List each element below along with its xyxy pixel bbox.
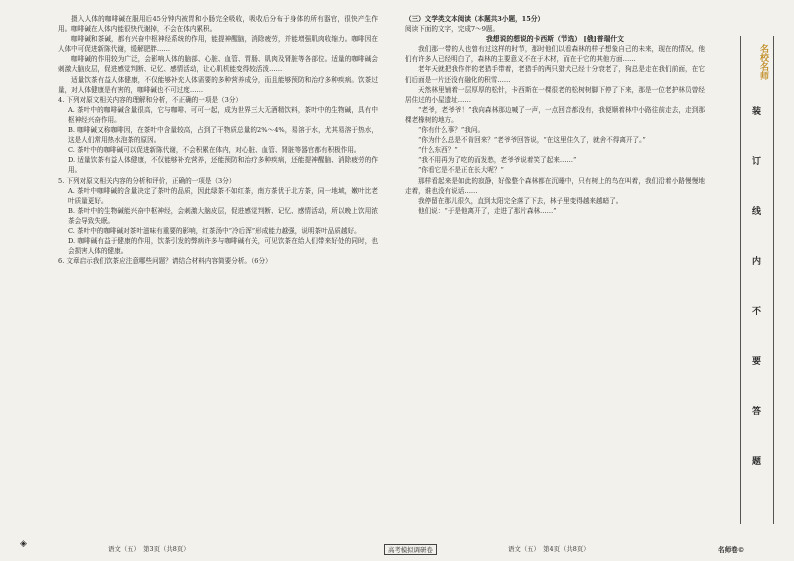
paragraph: 摄入人体的咖啡碱在服用后45分钟内被胃和小肠完全吸收，吸收后分布于身体的所有器官，很快产生作用。咖啡碱在人体内能很快代谢掉，不会在体内累积。 [58, 15, 378, 34]
diamond-icon: ◈ [20, 539, 27, 549]
binding-strip [740, 36, 774, 524]
paragraph: “你为什么总是不肯回来？”老爷爷回答说，“在这里住久了，就舍不得离开了。” [418, 136, 646, 145]
binding-mark: 要 [750, 356, 760, 365]
passage-title: 我想说的想说的卡西斯（节选） [俄]普瑞什文 [486, 35, 624, 44]
option: A. 茶叶中的咖啡碱含量很高，它与咖啡、可可一起，成为世界三大无酒精饮料，茶叶中的生物碱，具有中枢神经兴奋作用。 [68, 105, 378, 124]
paragraph: 他们说：“于是他离开了，走进了那片森林……” [418, 206, 557, 215]
binding-mark: 不 [750, 306, 760, 315]
paragraph: 适量饮茶有益人体健康，不仅能够补充人体需要的多种营养成分，而且能够预防和治疗多种疾病。饮茶过量，对人体健康是有害的，咖啡碱也不可过度…… [58, 75, 378, 94]
right-column [405, 14, 705, 216]
paragraph: 咖啡碱和茶碱，都有兴奋中枢神经系统的作用，能提神醒脑，消除疲劳，并能增强肌肉收缩力。咖啡因在人体中可促进新陈代谢，缓解肥胖…… [58, 35, 378, 54]
option: D. 咖啡碱有益于健康的作用，饮茶引发的弊病许多与咖啡碱有关，可见饮茶在给人们带来好处的同时，也会损害人体的健康。 [68, 237, 378, 256]
section-heading: （三）文学类文本阅读（本题共3小题，15分） [405, 15, 545, 23]
paragraph: 我们那一带的人也曾有过这样的时节，那时他们以看森林的样子想象自己的未来，现在的情况，他们有许多人已经明白了，森林的主要意义不在于木材，而在于它的其他方面…… [405, 45, 705, 64]
option: A. 茶叶中咖啡碱的含量决定了茶叶的品质，因此绿茶不如红茶，南方茶优于北方茶，同一地域，嫩叶比老叶质量更好。 [68, 186, 378, 205]
paragraph: 天然林里铺着一层厚厚的松针，卡西斯在一棵很老的松树树脚下停了下来，那是一位老护林员曾经居住过的小屋遗址…… [405, 85, 705, 104]
paragraph: 老年天就把我作伴的老猎手带着，老猎手的两只猎犬已经十分衰老了，狗总是走在我们前面，在它们后面是一片还没有融化的积雪…… [405, 65, 705, 84]
question-5: 5. 下列对原文相关内容的分析和评价，正确的一项是（3分） [58, 176, 236, 185]
option: C. 茶叶中的咖啡碱可以促进新陈代谢，不会积累在体内，对心脏、血管、肾脏等器官都有积极作用。 [68, 146, 361, 155]
left-column [58, 14, 378, 266]
option: B. 咖啡碱又称咖啡因，在茶叶中含量较高，占到了干物质总量的2%～4%，易溶于水，尤其易溶于热水，这是人们常用热水泡茶的原因。 [68, 126, 378, 145]
exam-badge: 高考模拟调研卷 [384, 544, 437, 555]
option: B. 茶叶中的生物碱能兴奋中枢神经，会刺激大脑皮层，促进感觉判断、记忆、感情活动，所以晚上饮用浓茶会导致失眠。 [68, 206, 378, 225]
paragraph: 咖啡碱的作用较为广泛，会影响人体的脑部、心脏、血管、胃肠、肌肉及肾脏等各部位。适量的咖啡碱会刺激大脑皮层，促进感觉判断、记忆、感情活动，让心肌机能变得较活泼…… [58, 55, 378, 74]
binding-mark: 装 [750, 106, 760, 115]
page-number-left: 语文（五） 第3页（共8页） [108, 545, 190, 553]
paragraph: “老爷，老爷爷！”我向森林那边喊了一声，一点回音都没有，我便顺着林中小路往前走去，走到那棵老橡树的地方。 [405, 105, 705, 124]
paragraph: “你看它是不是正在长大呢？” [418, 166, 504, 175]
paragraph: “我不用再为了吃的而发愁，老爷爷说着笑了起来……” [418, 156, 577, 165]
question-4: 4. 下列对原文相关内容的理解和分析，不正确的一项是（3分） [58, 95, 243, 104]
question-6: 6. 文章启示我们饮茶应注意哪些问题？请结合材料内容简要分析。（6分） [58, 257, 272, 266]
option: D. 适量饮茶有益人体健康，不仅能够补充营养，还能预防和治疗多种疾病，还能提神醒脑、消除疲劳的作用。 [68, 156, 378, 175]
option: C. 茶叶中的咖啡碱对茶叶滋味有重要的影响，红茶汤中“冷后浑”形成能力越强，说明茶叶品质越好。 [68, 226, 361, 235]
brand-label: 名师卷© [718, 546, 745, 554]
paragraph: “什么东西？” [418, 146, 458, 155]
binding-head: 名校名师 [758, 44, 768, 80]
binding-mark: 内 [750, 256, 760, 265]
binding-mark: 线 [750, 206, 760, 215]
page-number-right: 语文（五） 第4页（共8页） [508, 545, 590, 553]
binding-mark: 题 [750, 456, 760, 465]
binding-mark: 答 [750, 406, 760, 415]
paragraph: 我停留在那儿很久，直到太阳完全落了下去，林子里变得越来越暗了。 [418, 196, 623, 205]
paragraph: 那样看起来是如此的寂静，好像整个森林都在沉睡中，只有树上的鸟在叫着，我们沿着小路慢慢地走着，谁也没有说话…… [405, 176, 705, 195]
paragraph: “你有什么事？”我问。 [418, 126, 485, 135]
instruction: 阅读下面的文字，完成7～9题。 [405, 25, 500, 34]
binding-mark: 订 [750, 156, 760, 165]
